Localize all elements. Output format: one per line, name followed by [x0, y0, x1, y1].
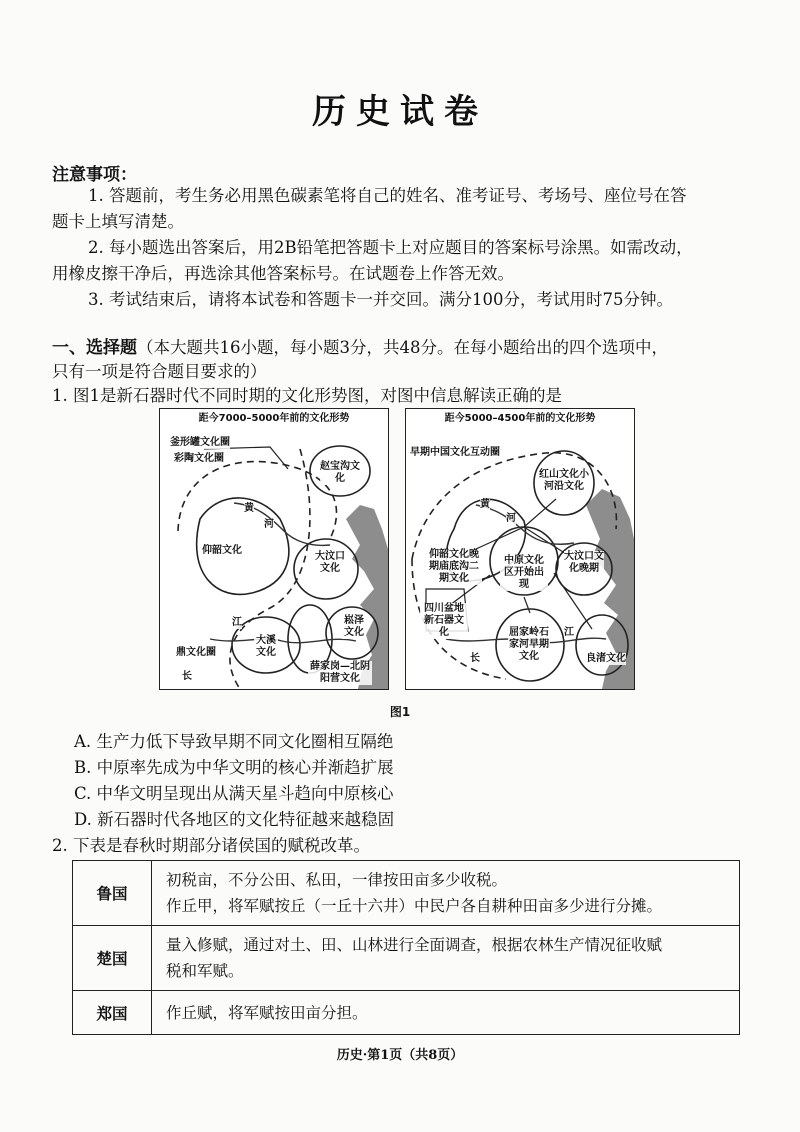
question-2-stem: 2. 下表是春秋时期部分诸侯国的赋税改革。: [52, 836, 370, 855]
notice-heading: 注意事项：: [52, 165, 137, 185]
map-left-label-zhaobaogou: 赵宝沟文化: [320, 461, 360, 484]
map-right-label-yangshao: 仰韶文化晚期庙底沟二期文化: [426, 549, 482, 585]
table-row: [73, 926, 740, 991]
map-left-label-songze: 崧泽文化: [344, 615, 364, 638]
notice-line-2: 题卡上填写清楚。: [52, 212, 184, 231]
state-cell: 楚国: [73, 926, 152, 991]
map-left-label-dawenkou: 大汶口文化: [315, 551, 345, 574]
map-right-label-huang: 黄: [480, 499, 490, 510]
notice-line-3: 2. 每小题选出答案后，用2B铅笔把答题卡上对应题目的答案标号涂黑。如需改动，: [88, 238, 693, 257]
map-left-label-daxi: 大溪文化: [256, 635, 276, 658]
notice-line-1: 1. 答题前，考生务必用黑色碳素笔将自己的姓名、准考证号、考场号、座位号在答: [88, 186, 687, 205]
map-left-label-yangshao: 仰韶文化: [202, 545, 242, 556]
map-right-label-interaction: 早期中国文化互动圈: [410, 447, 500, 458]
map-right: [405, 408, 635, 690]
reform-cell: [152, 926, 740, 991]
map-right-label-sichuan: 四川盆地新石器文化: [420, 603, 468, 639]
section-heading: [52, 336, 668, 360]
section-desc-2: 只有一项是符合题目要求的）: [52, 362, 267, 381]
map-right-label-central-plain: 中原文化区开始出现: [500, 555, 548, 591]
page-title: 历史试卷: [312, 92, 488, 132]
map-left-label-ding: 鼎文化圈: [176, 647, 216, 658]
map-right-label-chang: 长: [470, 653, 480, 664]
map-right-label-he: 河: [506, 513, 516, 524]
table-row: [73, 861, 740, 926]
map-left-label-caitao: 彩陶文化圈: [174, 453, 224, 464]
q1-option-a: A. 生产力低下导致早期不同文化圈相互隔绝: [74, 732, 394, 751]
map-left-pottery-boundary: [178, 462, 337, 539]
map-right-label-liangzhu: 良渚文化: [586, 653, 626, 664]
map-right-title: 距今5000–4500年前的文化形势: [428, 413, 612, 425]
q1-option-b: B. 中原率先成为中华文明的核心并渐趋扩展: [74, 758, 394, 777]
state-cell: 郑国: [73, 991, 152, 1035]
figure-caption: 图1: [389, 705, 411, 719]
reform-line: 作丘赋，将军赋按田亩分担。: [166, 1003, 368, 1022]
map-right-label-dawenkou: 大汶口文化晚期: [564, 551, 604, 574]
map-left-label-jiang: 江: [232, 617, 242, 628]
reform-cell: [152, 861, 740, 926]
map-left-title: 距今7000–5000年前的文化形势: [184, 413, 364, 425]
notice-line-4: 用橡皮擦干净后，再选涂其他答案标号。在试题卷上作答无效。: [52, 264, 514, 283]
reform-line: 税和军赋。: [166, 962, 244, 980]
map-left-label-huang: 黄: [244, 503, 254, 514]
map-left: [159, 408, 389, 690]
question-1-stem: 1. 图1是新石器时代不同时期的文化形势图，对图中信息解读正确的是: [52, 386, 562, 405]
map-right-label-jiang: 江: [564, 627, 574, 638]
reform-cell: [152, 991, 740, 1035]
notice-line-5: 3. 考试结束后，请将本试卷和答题卡一并交回。满分100分，考试用时75分钟。: [88, 290, 673, 309]
map-left-label-chang: 长: [182, 671, 192, 682]
figure-1-maps: [159, 408, 635, 690]
section-title: 一、选择题: [52, 338, 137, 358]
q1-option-d: D. 新石器时代各地区的文化特征越来越稳固: [74, 810, 395, 829]
reform-line: 量入修赋，通过对土、田、山林进行全面调查，根据农林生产情况征收赋: [166, 936, 663, 954]
map-right-label-hongshan: 红山文化小河沿文化: [539, 469, 589, 492]
tax-reform-table: [72, 860, 740, 1035]
state-cell: 鲁国: [73, 861, 152, 926]
map-left-label-xuejiagang: 薛家岗—北阴阳营文化: [310, 661, 370, 684]
section-desc-1: （本大题共16小题，每小题3分，共48分。在每小题给出的四个选项中，: [137, 338, 668, 357]
q1-option-c: C. 中华文明呈现出从满天星斗趋向中原核心: [74, 784, 394, 803]
map-right-label-qujialing: 屈家岭石家河早期文化: [509, 627, 549, 662]
reform-line: 初税亩，不分公田、私田，一律按田亩多少收税。: [166, 871, 508, 889]
map-left-label-fuxingguan: 釜形罐文化圈: [170, 437, 230, 448]
reform-line: 作丘甲，将军赋按丘（一丘十六井）中民户各自耕种田亩多少进行分摊。: [166, 897, 663, 915]
table-row: [73, 991, 740, 1035]
page-footer: 历史·第1页（共8页）: [336, 1048, 464, 1063]
map-left-label-he: 河: [264, 519, 274, 530]
